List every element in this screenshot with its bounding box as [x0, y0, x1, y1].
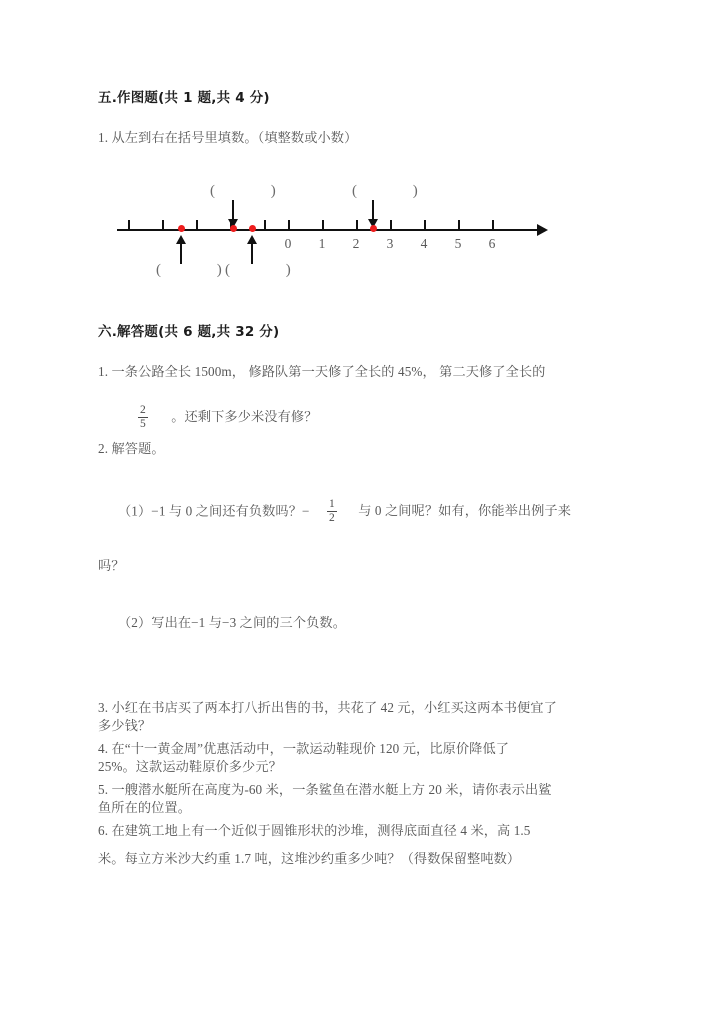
- question-6-6-line1: [98, 821, 643, 840]
- question-6-2: [98, 439, 165, 458]
- axis-tick: [162, 220, 164, 231]
- question-6-5-line2: 鱼所在的位置。: [98, 800, 192, 815]
- blank-paren-top-1[interactable]: ( ): [210, 183, 302, 199]
- axis-tick: [322, 220, 324, 231]
- sub-question-label: （1）: [118, 503, 152, 519]
- question-body: 在建筑工地上有一个近似于圆锥形状的沙堆，测得底面直径 4 米，高 1.5: [111, 823, 531, 838]
- question-body: 从左到右在括号里填数。（填整数或小数）: [111, 130, 358, 145]
- arrow-shaft: [251, 243, 253, 264]
- question-6-1-line1: [98, 362, 643, 381]
- question-number: 2.: [98, 441, 109, 456]
- question-6-2-sub-2: [118, 613, 658, 632]
- question-body-continued: 。还剩下多少米没有修？: [171, 409, 318, 425]
- axis-tick: [492, 220, 494, 231]
- sub-question-body-b: 与 0 之间呢？如有，你能举出例子来: [358, 503, 572, 519]
- fraction-one-half: [327, 498, 337, 525]
- axis-label-3: 3: [386, 236, 394, 251]
- axis-label-1: 1: [318, 236, 326, 251]
- fraction-two-fifths: [138, 404, 148, 431]
- question-number: 5.: [98, 782, 109, 797]
- question-6-3-line1: [98, 698, 643, 717]
- question-number: 4.: [98, 741, 109, 756]
- question-5-1: [98, 128, 638, 147]
- axis-label-0: 0: [284, 236, 292, 251]
- sub-question-body: 写出在−1 与−3 之间的三个负数。: [151, 615, 346, 630]
- arrow-shaft: [372, 200, 374, 221]
- axis-tick: [390, 220, 392, 231]
- question-6-1-line2: [134, 405, 634, 432]
- pointer-arrow-down-2: [365, 200, 381, 228]
- question-6-2-sub-1-continued: 吗？: [98, 558, 125, 573]
- marker-dot-1: [178, 225, 185, 232]
- question-6-2-sub-1: [118, 499, 658, 526]
- question-6-4-line1: [98, 739, 643, 758]
- marker-dot-4: [370, 225, 377, 232]
- axis-tick: [458, 220, 460, 231]
- question-body: 一条公路全长 1500m， 修路队第一天修了全长的 45%， 第二天修了全长的: [111, 364, 546, 379]
- axis-tick: [356, 220, 358, 231]
- axis-label-5: 5: [454, 236, 462, 251]
- section-heading-six: 六.解答题(共 6 题,共 32 分): [98, 324, 280, 340]
- question-body: 一艘潜水艇所在高度为-60 米，一条鲨鱼在潜水艇上方 20 米，请你表示出鲨: [111, 782, 552, 797]
- arrow-shaft: [232, 200, 234, 221]
- axis-label-6: 6: [488, 236, 496, 251]
- question-6-4-line2: 25%。这款运动鞋原价多少元？: [98, 759, 282, 774]
- axis-tick: [424, 220, 426, 231]
- axis-tick: [128, 220, 130, 231]
- pointer-arrow-down-1: [225, 200, 241, 228]
- axis-tick: [288, 220, 290, 231]
- question-body: 在“十一黄金周”优惠活动中，一款运动鞋现价 120 元，比原价降低了: [111, 741, 510, 756]
- question-body: 解答题。: [111, 441, 165, 456]
- section-heading-five: 五.作图题(共 1 题,共 4 分): [98, 90, 270, 106]
- axis-tick: [196, 220, 198, 231]
- axis-label-4: 4: [420, 236, 428, 251]
- question-number: 1.: [98, 130, 109, 145]
- arrow-shaft: [180, 243, 182, 264]
- axis-tick: [264, 220, 266, 231]
- fraction-denominator: 5: [140, 417, 146, 430]
- sub-question-label: （2）: [118, 615, 152, 630]
- question-number: 1.: [98, 364, 109, 379]
- fraction-denominator: 2: [328, 511, 335, 524]
- question-number: 3.: [98, 700, 109, 715]
- number-line-figure: [100, 178, 560, 288]
- blank-paren-bottom-1[interactable]: ( ): [156, 262, 248, 278]
- axis-arrowhead-icon: [537, 224, 548, 236]
- marker-dot-2: [230, 225, 237, 232]
- blank-paren-top-2[interactable]: ( ): [352, 183, 444, 199]
- question-6-6-line2: 米。每立方米沙大约重 1.7 吨，这堆沙约重多少吨？（得数保留整吨数）: [98, 851, 521, 866]
- question-number: 6.: [98, 823, 109, 838]
- pointer-arrow-up-2: [244, 235, 260, 263]
- fraction-numerator: 2: [140, 404, 146, 416]
- question-body: 小红在书店买了两本打八折出售的书，共花了 42 元，小红买这两本书便宜了: [111, 700, 557, 715]
- fraction-numerator: 1: [328, 498, 335, 510]
- blank-paren-bottom-2[interactable]: ( ): [225, 262, 317, 278]
- pointer-arrow-up-1: [173, 235, 189, 263]
- marker-dot-3: [249, 225, 256, 232]
- question-6-3-line2: 多少钱？: [98, 718, 152, 733]
- question-6-5-line1: [98, 780, 646, 799]
- axis-label-2: 2: [352, 236, 360, 251]
- sub-question-body-a: −1 与 0 之间还有负数吗？−: [151, 503, 310, 519]
